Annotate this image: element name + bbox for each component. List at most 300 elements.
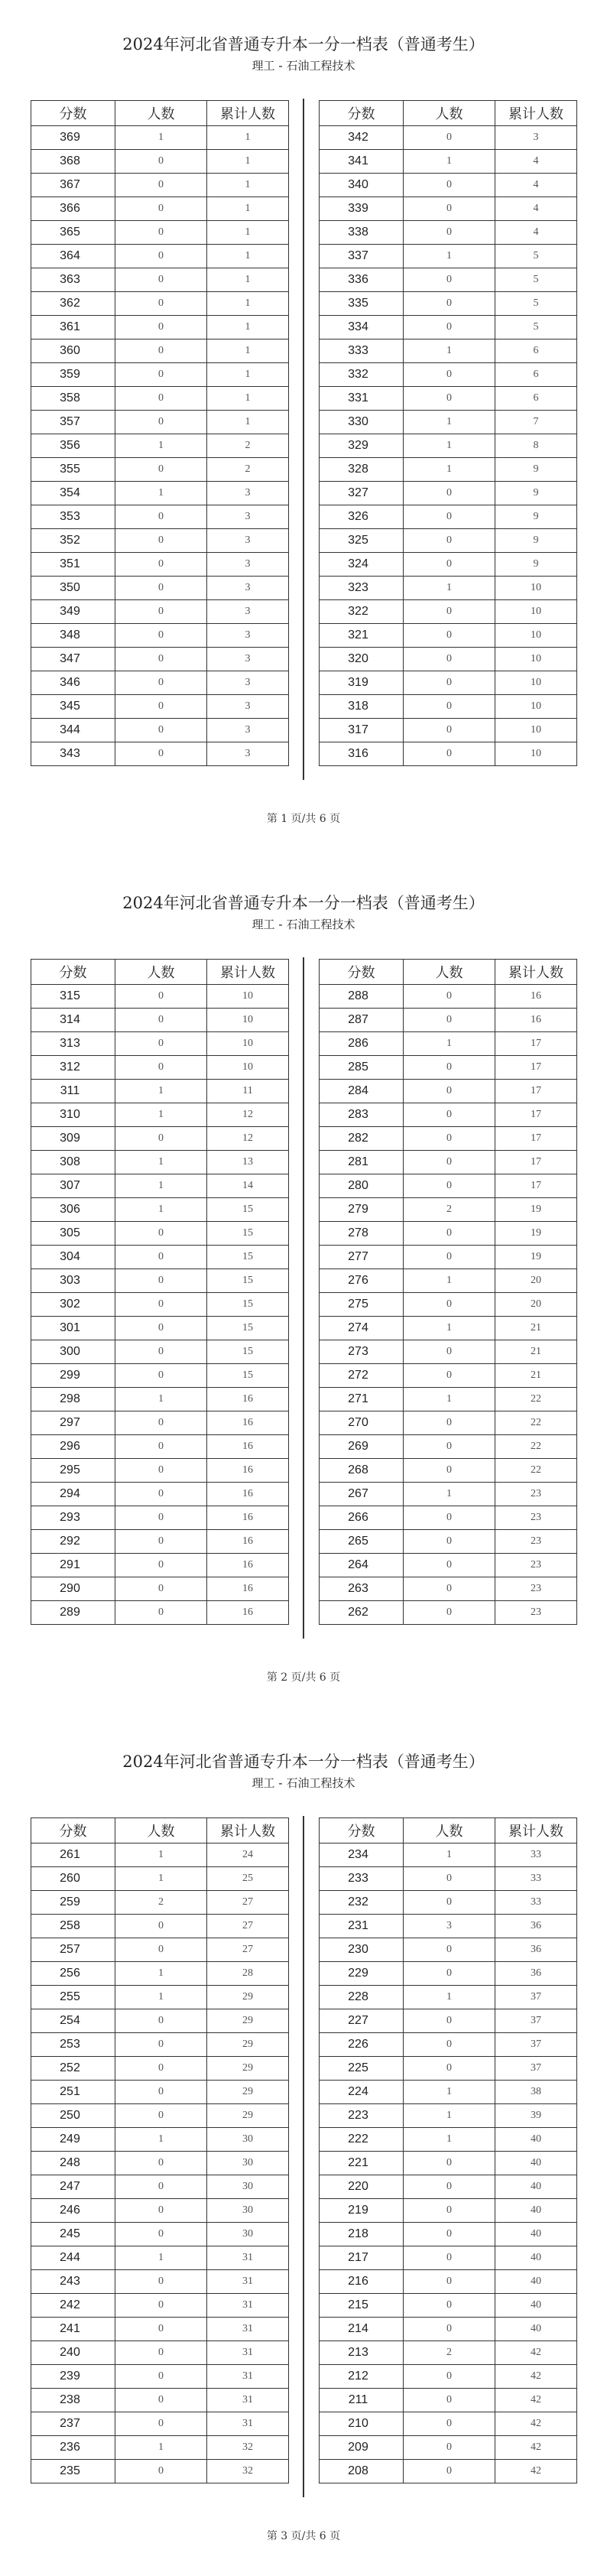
count-cell: 0 [404, 1938, 495, 1962]
table-row [320, 505, 577, 529]
score-cell: 302 [31, 1293, 115, 1317]
cumulative-cell: 1 [207, 339, 289, 363]
count-cell: 0 [404, 529, 495, 553]
count-cell: 1 [404, 458, 495, 482]
cumulative-cell: 32 [207, 2460, 289, 2483]
table-row [320, 648, 577, 671]
score-cell: 235 [31, 2460, 115, 2483]
score-cell: 338 [320, 221, 404, 245]
score-cell: 306 [31, 1198, 115, 1222]
cumulative-cell: 20 [495, 1293, 577, 1317]
score-cell: 264 [320, 1554, 404, 1577]
table-header-row [31, 960, 289, 985]
cumulative-cell: 4 [495, 221, 577, 245]
score-cell: 269 [320, 1435, 404, 1459]
count-cell: 0 [115, 671, 207, 695]
score-cell: 320 [320, 648, 404, 671]
score-cell: 341 [320, 150, 404, 174]
page-subtitle: 理工 - 石油工程技术 [252, 59, 355, 73]
cumulative-cell: 10 [495, 742, 577, 766]
table-row [31, 553, 289, 577]
count-cell: 3 [404, 1915, 495, 1938]
score-cell: 358 [31, 387, 115, 411]
score-cell: 290 [31, 1577, 115, 1601]
cumulative-cell: 31 [207, 2318, 289, 2341]
count-cell: 0 [404, 316, 495, 339]
score-cell: 258 [31, 1915, 115, 1938]
column-header-score: 分数 [31, 1818, 115, 1843]
cumulative-cell: 40 [495, 2270, 577, 2294]
table-row [320, 2412, 577, 2436]
score-cell: 362 [31, 292, 115, 316]
cumulative-cell: 33 [495, 1867, 577, 1891]
table-row [31, 2389, 289, 2412]
table-row [320, 600, 577, 624]
column-header-cumulative: 累计人数 [207, 1818, 289, 1843]
count-cell: 0 [404, 1364, 495, 1388]
count-cell: 0 [115, 719, 207, 742]
score-cell: 237 [31, 2412, 115, 2436]
table-row [31, 1340, 289, 1364]
table-row [31, 1962, 289, 1986]
score-cell: 215 [320, 2294, 404, 2318]
table-row [320, 2436, 577, 2460]
cumulative-cell: 27 [207, 1915, 289, 1938]
score-cell: 295 [31, 1459, 115, 1483]
cumulative-cell: 4 [495, 174, 577, 197]
cumulative-cell: 3 [207, 624, 289, 648]
score-table-left [31, 100, 289, 766]
table-row [31, 719, 289, 742]
score-cell: 243 [31, 2270, 115, 2294]
score-cell: 367 [31, 174, 115, 197]
count-cell: 0 [404, 648, 495, 671]
table-row [31, 1317, 289, 1340]
cumulative-cell: 15 [207, 1269, 289, 1293]
table-row [320, 2365, 577, 2389]
cumulative-cell: 3 [207, 505, 289, 529]
count-cell: 0 [404, 2175, 495, 2199]
count-cell: 0 [115, 1269, 207, 1293]
cumulative-cell: 1 [207, 245, 289, 268]
count-cell: 0 [404, 2270, 495, 2294]
column-header-cumulative: 累计人数 [207, 101, 289, 126]
count-cell: 1 [404, 434, 495, 458]
count-cell: 0 [404, 1459, 495, 1483]
cumulative-cell: 1 [207, 387, 289, 411]
column-header-cumulative: 累计人数 [495, 101, 577, 126]
count-cell: 0 [404, 1962, 495, 1986]
cumulative-cell: 40 [495, 2175, 577, 2199]
cumulative-cell: 15 [207, 1364, 289, 1388]
score-cell: 346 [31, 671, 115, 695]
table-row [320, 1364, 577, 1388]
score-cell: 220 [320, 2175, 404, 2199]
cumulative-cell: 15 [207, 1340, 289, 1364]
table-row [320, 126, 577, 150]
table-row [31, 1577, 289, 1601]
count-cell: 0 [115, 1056, 207, 1080]
score-cell: 242 [31, 2294, 115, 2318]
table-row [31, 1891, 289, 1915]
table-row [320, 529, 577, 553]
score-cell: 223 [320, 2104, 404, 2128]
score-cell: 360 [31, 339, 115, 363]
count-cell: 0 [404, 2033, 495, 2057]
score-cell: 219 [320, 2199, 404, 2223]
count-cell: 0 [404, 1009, 495, 1032]
score-cell: 357 [31, 411, 115, 434]
cumulative-cell: 6 [495, 387, 577, 411]
count-cell: 0 [404, 221, 495, 245]
score-cell: 280 [320, 1174, 404, 1198]
table-header-row [320, 101, 577, 126]
score-cell: 296 [31, 1435, 115, 1459]
cumulative-cell: 42 [495, 2341, 577, 2365]
score-cell: 259 [31, 1891, 115, 1915]
score-cell: 318 [320, 695, 404, 719]
table-row [31, 1483, 289, 1506]
cumulative-cell: 42 [495, 2389, 577, 2412]
count-cell: 0 [115, 2389, 207, 2412]
table-row [320, 695, 577, 719]
score-cell: 313 [31, 1032, 115, 1056]
cumulative-cell: 40 [495, 2128, 577, 2152]
table-row [31, 1246, 289, 1269]
table-row [320, 2246, 577, 2270]
column-header-count: 人数 [115, 101, 207, 126]
table-row [320, 1032, 577, 1056]
cumulative-cell: 6 [495, 339, 577, 363]
score-cell: 297 [31, 1411, 115, 1435]
cumulative-cell: 42 [495, 2412, 577, 2436]
score-cell: 239 [31, 2365, 115, 2389]
cumulative-cell: 17 [495, 1032, 577, 1056]
score-cell: 321 [320, 624, 404, 648]
count-cell: 0 [115, 1577, 207, 1601]
cumulative-cell: 15 [207, 1222, 289, 1246]
cumulative-cell: 31 [207, 2246, 289, 2270]
column-header-score: 分数 [320, 960, 404, 985]
cumulative-cell: 1 [207, 363, 289, 387]
score-cell: 350 [31, 577, 115, 600]
cumulative-cell: 5 [495, 316, 577, 339]
cumulative-cell: 4 [495, 150, 577, 174]
score-cell: 365 [31, 221, 115, 245]
table-row [31, 1174, 289, 1198]
cumulative-cell: 31 [207, 2365, 289, 2389]
table-row [320, 577, 577, 600]
count-cell: 0 [115, 1246, 207, 1269]
table-row [31, 2104, 289, 2128]
cumulative-cell: 36 [495, 1938, 577, 1962]
cumulative-cell: 31 [207, 2389, 289, 2412]
table-row [31, 1601, 289, 1625]
table-row [31, 648, 289, 671]
cumulative-cell: 24 [207, 1843, 289, 1867]
cumulative-cell: 25 [207, 1867, 289, 1891]
table-row [31, 387, 289, 411]
table-row [31, 2318, 289, 2341]
table-row [31, 1080, 289, 1103]
score-cell: 292 [31, 1530, 115, 1554]
score-cell: 308 [31, 1151, 115, 1174]
table-row [31, 2057, 289, 2081]
count-cell: 0 [404, 600, 495, 624]
table-row [31, 2436, 289, 2460]
table-row [31, 1151, 289, 1174]
score-cell: 336 [320, 268, 404, 292]
table-row [320, 1530, 577, 1554]
cumulative-cell: 15 [207, 1317, 289, 1340]
score-cell: 294 [31, 1483, 115, 1506]
cumulative-cell: 13 [207, 1151, 289, 1174]
score-cell: 335 [320, 292, 404, 316]
count-cell: 0 [115, 2318, 207, 2341]
cumulative-cell: 17 [495, 1056, 577, 1080]
count-cell: 0 [115, 2175, 207, 2199]
count-cell: 0 [115, 2009, 207, 2033]
count-cell: 0 [404, 1151, 495, 1174]
score-cell: 226 [320, 2033, 404, 2057]
count-cell: 0 [115, 150, 207, 174]
count-cell: 0 [404, 1293, 495, 1317]
table-row [320, 1411, 577, 1435]
cumulative-cell: 40 [495, 2294, 577, 2318]
cumulative-cell: 10 [495, 671, 577, 695]
count-cell: 0 [115, 2294, 207, 2318]
count-cell: 0 [404, 363, 495, 387]
count-cell: 0 [404, 1554, 495, 1577]
score-cell: 276 [320, 1269, 404, 1293]
count-cell: 0 [404, 1411, 495, 1435]
count-cell: 0 [404, 1891, 495, 1915]
score-cell: 214 [320, 2318, 404, 2341]
cumulative-cell: 42 [495, 2436, 577, 2460]
count-cell: 1 [404, 411, 495, 434]
score-cell: 217 [320, 2246, 404, 2270]
table-row [320, 245, 577, 268]
cumulative-cell: 1 [207, 268, 289, 292]
cumulative-cell: 16 [207, 1554, 289, 1577]
cumulative-cell: 3 [207, 742, 289, 766]
table-row [320, 2341, 577, 2365]
score-cell: 327 [320, 482, 404, 505]
table-row [320, 2081, 577, 2104]
table-row [31, 624, 289, 648]
table-row [320, 434, 577, 458]
table-row [320, 2318, 577, 2341]
table-row [31, 1459, 289, 1483]
table-row [320, 1317, 577, 1340]
cumulative-cell: 7 [495, 411, 577, 434]
cumulative-cell: 30 [207, 2199, 289, 2223]
score-cell: 247 [31, 2175, 115, 2199]
count-cell: 0 [115, 1127, 207, 1151]
table-row [31, 1293, 289, 1317]
count-cell: 0 [115, 648, 207, 671]
cumulative-cell: 22 [495, 1411, 577, 1435]
cumulative-cell: 16 [207, 1483, 289, 1506]
score-cell: 266 [320, 1506, 404, 1530]
count-cell: 0 [404, 268, 495, 292]
cumulative-cell: 3 [207, 695, 289, 719]
score-cell: 248 [31, 2152, 115, 2175]
count-cell: 1 [115, 2128, 207, 2152]
score-cell: 221 [320, 2152, 404, 2175]
table-row [31, 742, 289, 766]
table-row [31, 2341, 289, 2365]
count-cell: 1 [404, 245, 495, 268]
cumulative-cell: 29 [207, 2104, 289, 2128]
cumulative-cell: 22 [495, 1459, 577, 1483]
cumulative-cell: 2 [207, 434, 289, 458]
table-row [31, 2412, 289, 2436]
cumulative-cell: 39 [495, 2104, 577, 2128]
table-row [320, 1198, 577, 1222]
count-cell: 0 [115, 695, 207, 719]
cumulative-cell: 21 [495, 1340, 577, 1364]
cumulative-cell: 40 [495, 2199, 577, 2223]
count-cell: 1 [115, 1151, 207, 1174]
count-cell: 0 [115, 411, 207, 434]
page-1 [0, 0, 607, 859]
cumulative-cell: 1 [207, 316, 289, 339]
cumulative-cell: 3 [207, 553, 289, 577]
count-cell: 0 [404, 1530, 495, 1554]
count-cell: 0 [404, 2152, 495, 2175]
count-cell: 0 [115, 2223, 207, 2246]
score-cell: 312 [31, 1056, 115, 1080]
table-row [31, 292, 289, 316]
cumulative-cell: 38 [495, 2081, 577, 2104]
cumulative-cell: 29 [207, 2081, 289, 2104]
score-cell: 331 [320, 387, 404, 411]
table-row [320, 2199, 577, 2223]
count-cell: 0 [115, 505, 207, 529]
count-cell: 0 [115, 2270, 207, 2294]
table-row [31, 2081, 289, 2104]
score-cell: 281 [320, 1151, 404, 1174]
table-row [31, 1938, 289, 1962]
score-cell: 208 [320, 2460, 404, 2483]
score-cell: 234 [320, 1843, 404, 1867]
score-cell: 329 [320, 434, 404, 458]
score-cell: 354 [31, 482, 115, 505]
score-cell: 352 [31, 529, 115, 553]
cumulative-cell: 21 [495, 1364, 577, 1388]
count-cell: 0 [404, 1577, 495, 1601]
score-cell: 305 [31, 1222, 115, 1246]
cumulative-cell: 16 [207, 1388, 289, 1411]
cumulative-cell: 1 [207, 221, 289, 245]
table-row [31, 600, 289, 624]
cumulative-cell: 20 [495, 1269, 577, 1293]
score-cell: 299 [31, 1364, 115, 1388]
count-cell: 1 [115, 482, 207, 505]
table-row [320, 1056, 577, 1080]
score-cell: 317 [320, 719, 404, 742]
score-cell: 256 [31, 1962, 115, 1986]
count-cell: 0 [115, 1364, 207, 1388]
table-row [31, 1364, 289, 1388]
score-cell: 309 [31, 1127, 115, 1151]
count-cell: 1 [115, 126, 207, 150]
score-cell: 324 [320, 553, 404, 577]
cumulative-cell: 9 [495, 458, 577, 482]
count-cell: 0 [404, 2389, 495, 2412]
score-cell: 230 [320, 1938, 404, 1962]
cumulative-cell: 10 [495, 695, 577, 719]
count-cell: 0 [115, 1009, 207, 1032]
score-cell: 291 [31, 1554, 115, 1577]
count-cell: 0 [404, 126, 495, 150]
count-cell: 0 [404, 1174, 495, 1198]
count-cell: 0 [404, 1601, 495, 1625]
score-cell: 330 [320, 411, 404, 434]
count-cell: 0 [404, 553, 495, 577]
cumulative-cell: 16 [207, 1459, 289, 1483]
score-cell: 225 [320, 2057, 404, 2081]
score-cell: 334 [320, 316, 404, 339]
score-cell: 231 [320, 1915, 404, 1938]
score-cell: 298 [31, 1388, 115, 1411]
score-cell: 323 [320, 577, 404, 600]
table-row [31, 2152, 289, 2175]
table-row [31, 268, 289, 292]
table-row [320, 1554, 577, 1577]
count-cell: 0 [115, 600, 207, 624]
score-cell: 279 [320, 1198, 404, 1222]
table-header-row [320, 960, 577, 985]
cumulative-cell: 36 [495, 1915, 577, 1938]
count-cell: 0 [404, 985, 495, 1009]
cumulative-cell: 31 [207, 2412, 289, 2436]
cumulative-cell: 10 [495, 600, 577, 624]
count-cell: 0 [115, 2033, 207, 2057]
score-cell: 325 [320, 529, 404, 553]
table-row [31, 1435, 289, 1459]
table-row [320, 197, 577, 221]
score-cell: 254 [31, 2009, 115, 2033]
table-row [320, 1891, 577, 1915]
column-header-cumulative: 累计人数 [495, 960, 577, 985]
table-row [31, 1554, 289, 1577]
cumulative-cell: 16 [207, 1506, 289, 1530]
count-cell: 0 [115, 985, 207, 1009]
count-cell: 0 [115, 174, 207, 197]
count-cell: 0 [404, 2365, 495, 2389]
table-row [31, 2270, 289, 2294]
count-cell: 0 [115, 268, 207, 292]
count-cell: 0 [115, 624, 207, 648]
cumulative-cell: 31 [207, 2341, 289, 2365]
score-cell: 278 [320, 1222, 404, 1246]
table-row [31, 2246, 289, 2270]
count-cell: 0 [115, 1340, 207, 1364]
score-cell: 240 [31, 2341, 115, 2365]
count-cell: 0 [404, 1127, 495, 1151]
table-row [31, 985, 289, 1009]
score-cell: 353 [31, 505, 115, 529]
count-cell: 0 [115, 245, 207, 268]
cumulative-cell: 30 [207, 2128, 289, 2152]
score-cell: 345 [31, 695, 115, 719]
cumulative-cell: 15 [207, 1198, 289, 1222]
cumulative-cell: 32 [207, 2436, 289, 2460]
cumulative-cell: 17 [495, 1174, 577, 1198]
table-row [320, 1246, 577, 1269]
